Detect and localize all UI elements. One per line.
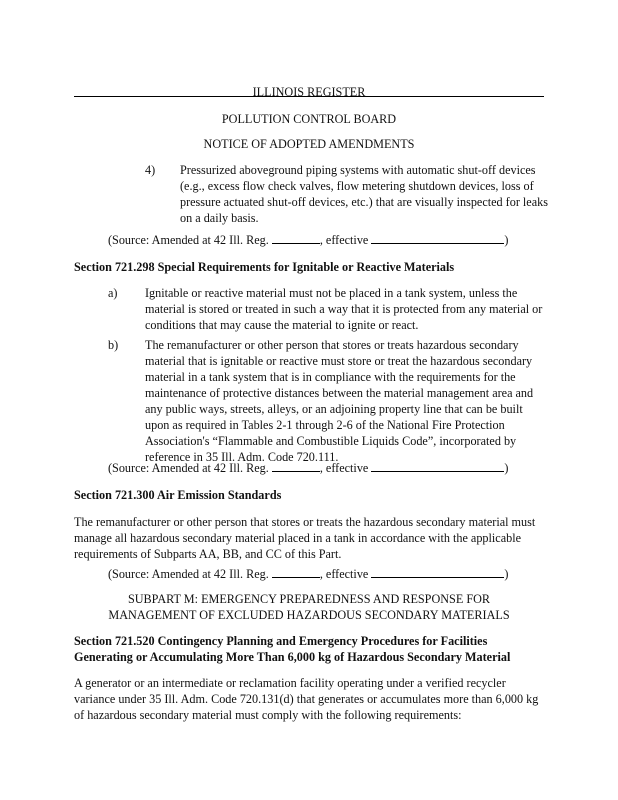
source-effective: , effective (319, 567, 369, 581)
effective-blank (371, 566, 504, 578)
source-note-2 (108, 460, 508, 476)
item-4-number: 4) (145, 163, 156, 177)
section-721-298-heading: Section 721.298 Special Requirements for Ignitable or Reactive Materials (74, 260, 455, 274)
source-close: ) (504, 461, 509, 475)
register-blank (272, 232, 320, 244)
section-721-300-text: The remanufacturer or other person that stores or treats the hazardous secondary material must manage all hazardous secondary material placed in a tank in accordance with the applicable requirements of Subparts AA, BB, and CC of this Part. (74, 515, 536, 561)
source-note-1 (108, 232, 508, 248)
register-blank (272, 566, 320, 578)
item-a-text: Ignitable or reactive material must not be placed in a tank system, unless the material is stored or treated in such a way that it is protected from any material or conditions that may cause the material to ignite or react. (145, 286, 543, 332)
section-721-520-text: A generator or an intermediate or reclamation facility operating under a verified recycler variance under 35 Ill. Adm. Code 720.131(d) that generates or accumulates more than 6,000 kg of hazardous secondary material must comply with the following requirements: (74, 676, 539, 722)
item-b-text: The remanufacturer or other person that stores or treats hazardous secondary material that is ignitable or reactive must store or treat the hazardous secondary material in a tank system that is in compliance with the requirements for the maintenance of protective distances between the material management area and any public ways, streets, alleys, or an adjoining property line that can be built upon as required in Tables 2-1 through 2-6 of the National Fire Protection Association's “Flammable and Combustible Liquids Code”, incorporated by reference in 35 Ill. Adm. Code 720.111. (145, 338, 534, 464)
source-close: ) (504, 567, 509, 581)
source-note-3 (108, 566, 508, 582)
source-prefix: (Source: Amended at 42 Ill. Reg. (108, 233, 269, 247)
notice-title: NOTICE OF ADOPTED AMENDMENTS (203, 137, 415, 151)
item-a-number: a) (108, 286, 118, 300)
effective-blank (371, 460, 504, 472)
register-title: ILLINOIS REGISTER (252, 85, 366, 99)
register-blank (272, 460, 320, 472)
source-close: ) (504, 233, 509, 247)
subpart-m-title-line1: SUBPART M: EMERGENCY PREPAREDNESS AND RESPONSE FOR (127, 592, 491, 606)
section-721-520-heading-line2: Generating or Accumulating More Than 6,000 kg of Hazardous Secondary Material (74, 650, 511, 664)
item-4-text: Pressurized aboveground piping systems with automatic shut-off devices (e.g., excess flow check valves, flow metering shutdown devices, loss of pressure actuated shut-off devices, etc.) that are visually inspected for leaks on a daily basis. (180, 163, 548, 225)
section-721-300-heading: Section 721.300 Air Emission Standards (74, 488, 282, 502)
section-721-520-heading-line1: Section 721.520 Contingency Planning and Emergency Procedures for Facilities (74, 634, 488, 648)
effective-blank (371, 232, 504, 244)
source-effective: , effective (319, 233, 369, 247)
item-b-number: b) (108, 338, 119, 352)
source-effective: , effective (319, 461, 369, 475)
subpart-m-title-line2: MANAGEMENT OF EXCLUDED HAZARDOUS SECONDARY MATERIALS (108, 608, 510, 622)
source-prefix: (Source: Amended at 42 Ill. Reg. (108, 461, 269, 475)
source-prefix: (Source: Amended at 42 Ill. Reg. (108, 567, 269, 581)
board-title: POLLUTION CONTROL BOARD (221, 112, 397, 126)
